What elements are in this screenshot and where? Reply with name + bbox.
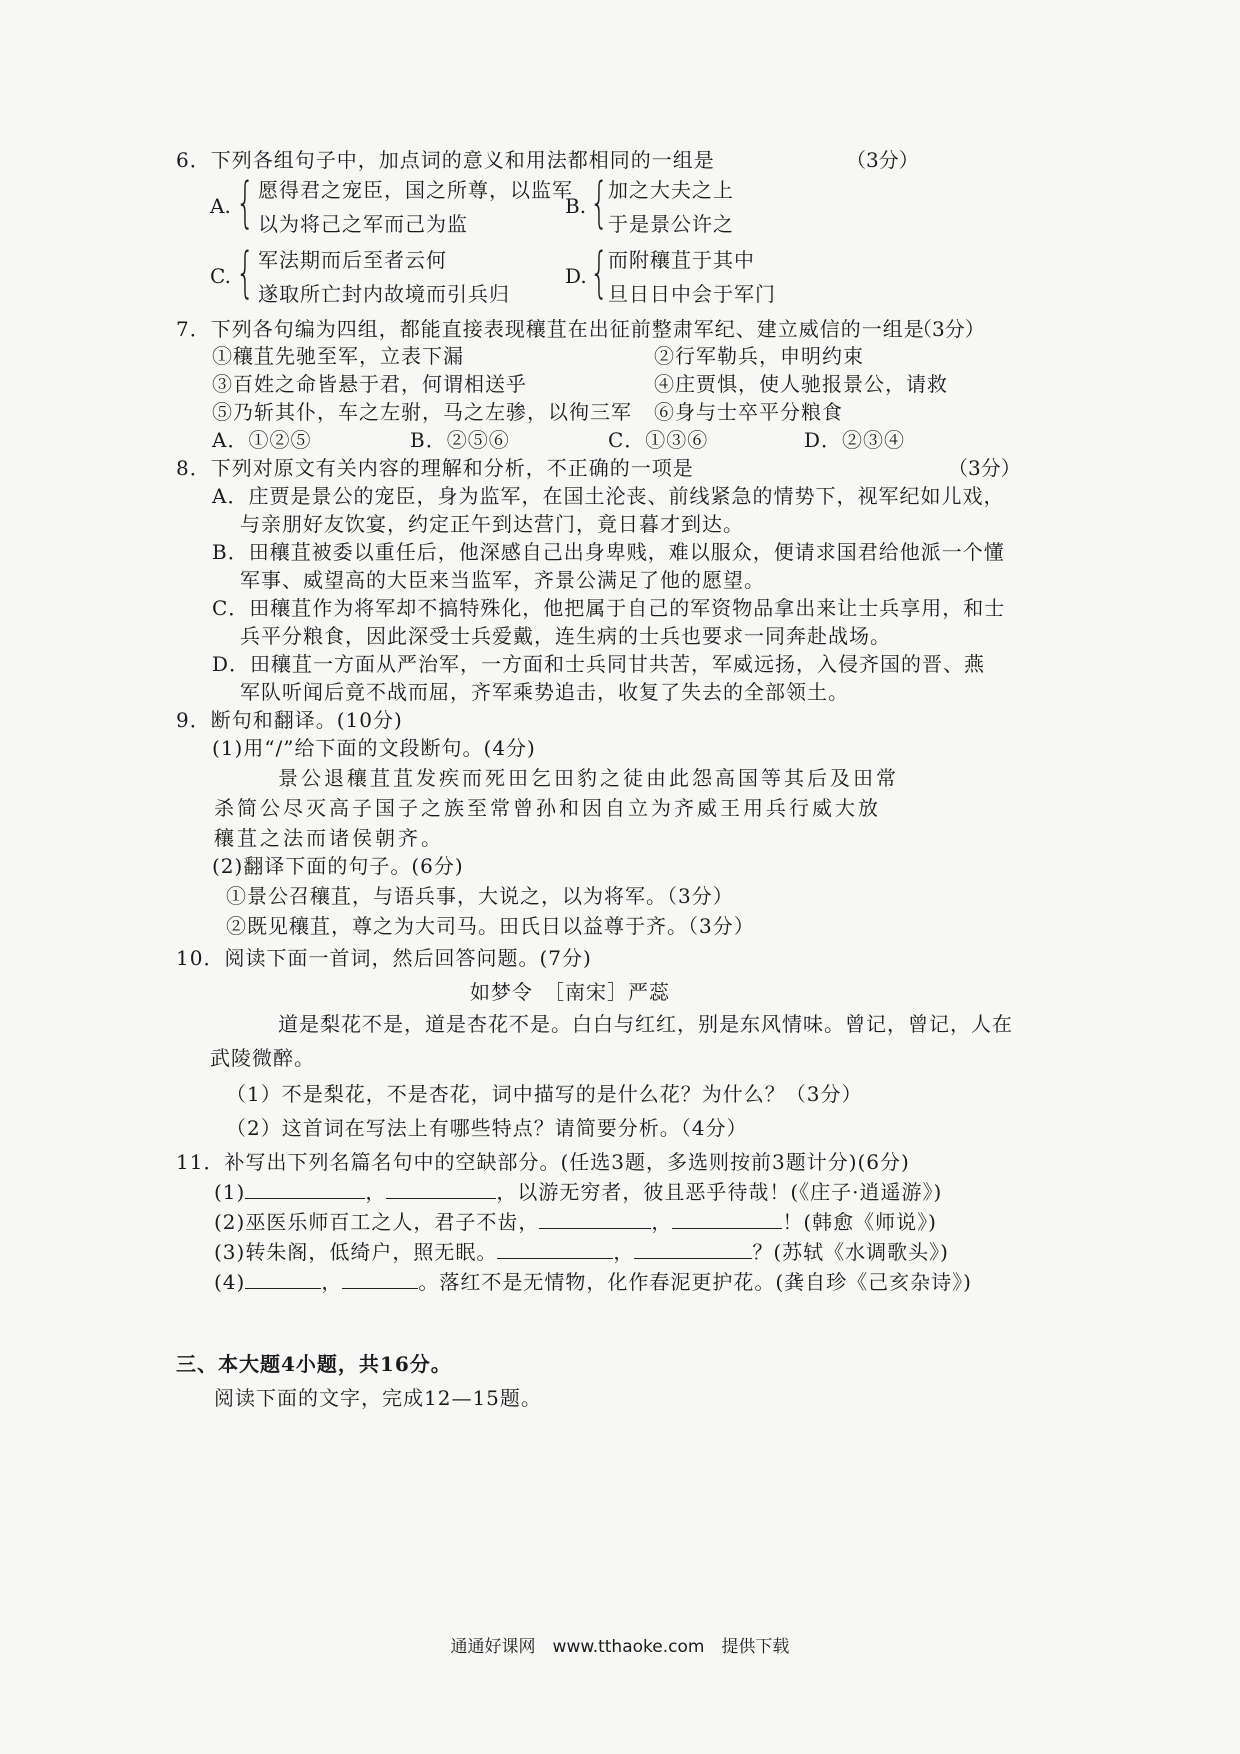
q6-option-b-brace: { [589,171,609,234]
q9-passage-line1: 景公退穰苴苴发疾而死田乞田豹之徒由此怨高国等其后及田常 [278,766,899,790]
q6-option-a-label: A. [210,194,231,218]
q8-option-c-line1: C．田穰苴作为将军却不搞特殊化，他把属于自己的军资物品拿出来让士兵享用，和士 [212,596,1006,620]
q11-item-4-blank-1[interactable] [245,1268,321,1289]
q6-option-c-label: C. [210,264,231,288]
q11-item-4-separator: ， [321,1270,343,1294]
q9-stem: 9．断句和翻译。(10分) [176,708,403,732]
q7-option-c: C．①③⑥ [608,428,709,452]
q11-item-2 [214,1208,937,1236]
q11-item-1-suffix: ，以游无穷者，彼且恶乎待哉！(《庄子·逍遥游》) [496,1180,943,1204]
q10-question-2: （2）这首词在写法上有哪些特点？请简要分析。（4分） [226,1116,748,1140]
q11-item-2-blank-2[interactable] [672,1208,782,1229]
q8-option-c-line2: 兵平分粮食，因此深受士兵爱戴，连生病的士兵也要求一同奔赴战场。 [240,624,891,648]
q7-sentence-5: ⑤乃斩其仆，车之左驸，马之左骖，以徇三军 [212,400,632,424]
q9-passage-line2: 杀简公尽灭高子国子之族至常曾孙和因自立为齐威王用兵行威大放 [214,796,881,820]
q11-item-2-prefix: (2)巫医乐师百工之人，君子不齿， [214,1210,540,1234]
q6-option-d-label: D. [565,264,587,288]
q8-option-d-line1: D．田穰苴一方面从严治军，一方面和士兵同甘共苦，军威远扬，入侵齐国的晋、燕 [212,652,986,676]
q11-item-3-blank-2[interactable] [634,1238,752,1259]
q9-translate-sentence-1: ①景公召穰苴，与语兵事，大说之，以为将军。（3分） [226,884,734,908]
q11-item-2-blank-1[interactable] [539,1208,651,1229]
q8-option-b-line1: B．田穰苴被委以重任后，他深感自己出身卑贱，难以服众，便请求国君给他派一个懂 [212,540,1005,564]
q11-stem: 11．补写出下列名篇名句中的空缺部分。(任选3题，多选则按前3题计分)(6分) [176,1150,910,1174]
q11-item-3 [214,1238,949,1266]
q6-stem: 6．下列各组句子中，加点词的意义和用法都相同的一组是 [176,148,715,172]
q11-item-4-prefix: (4) [214,1270,246,1294]
q10-poem-title: 如梦令 ［南宋］严蕊 [470,980,670,1004]
q6-option-b-label: B. [565,194,587,218]
q8-option-b-line2: 军事、威望高的大臣来当监军，齐景公满足了他的愿望。 [240,568,765,592]
q6-option-c-line1: 军法期而后至者云何 [258,248,447,272]
q11-item-3-blank-1[interactable] [497,1238,613,1259]
q11-item-4-suffix: 。落红不是无情物，化作春泥更护花。(龚自珍《己亥杂诗》) [418,1270,972,1294]
q11-item-1 [214,1178,942,1206]
q11-item-3-separator: ， [613,1240,635,1264]
q7-option-a: A．①②⑤ [212,428,312,452]
section-3-title: 三、本大题4小题，共16分。 [176,1352,452,1376]
q10-poem-line2: 武陵微醉。 [210,1046,315,1070]
q11-item-4 [214,1268,972,1296]
q7-stem: 7．下列各句编为四组，都能直接表现穰苴在出征前整肃军纪、建立威信的一组是 [176,317,925,341]
q7-sentence-4: ④庄贾惧，使人驰报景公，请救 [654,372,948,396]
q6-option-a-line2: 以为将己之军而己为监 [258,212,468,236]
q6-option-a-brace: { [235,171,255,234]
q6-option-d-line2: 旦日日中会于军门 [608,282,776,306]
q7-score: （3分） [912,317,985,341]
q8-option-d-line2: 军队听闻后竟不战而屈，齐军乘势追击，收复了失去的全部领土。 [240,680,849,704]
q11-item-2-separator: ， [651,1210,673,1234]
download-footer: 通通好课网 www.tthaoke.com 提供下载 [450,1637,790,1657]
q7-sentence-2: ②行军勒兵，申明约束 [654,344,864,368]
q11-item-1-blank-2[interactable] [386,1178,496,1199]
q9-part2-prompt: (2)翻译下面的句子。(6分) [212,854,464,878]
q7-sentence-1: ①穰苴先驰至军，立表下漏 [212,344,464,368]
q8-score: （3分） [948,456,1021,480]
q7-sentence-3: ③百姓之命皆悬于君，何谓相送乎 [212,372,527,396]
q6-option-c-brace: { [235,241,255,304]
q9-passage-line3: 穰苴之法而诸侯朝齐。 [214,826,444,850]
q11-item-3-suffix: ？(苏轼《水调歌头》) [752,1240,949,1264]
q10-question-1: （1）不是梨花，不是杏花，词中描写的是什么花？为什么？（3分） [226,1082,863,1106]
q6-option-c-line2: 遂取所亡封内故境而引兵归 [258,282,510,306]
q10-poem-line1: 道是梨花不是，道是杏花不是。白白与红红，别是东风情味。曾记，曾记，人在 [278,1012,1013,1036]
q11-item-2-suffix: ！(韩愈《师说》) [782,1210,937,1234]
q7-option-b: B．②⑤⑥ [410,428,510,452]
q7-sentence-6: ⑥身与士卒平分粮食 [654,400,843,424]
q6-option-a-line1: 愿得君之宠臣，国之所尊，以监军 [258,178,573,202]
q10-stem: 10．阅读下面一首词，然后回答问题。(7分) [176,946,592,970]
q9-translate-sentence-2: ②既见穰苴，尊之为大司马。田氏日以益尊于齐。（3分） [226,914,755,938]
q8-option-a-line1: A．庄贾是景公的宠臣，身为监军，在国土沦丧、前线紧急的情势下，视军纪如儿戏， [212,484,1005,508]
q11-item-4-blank-2[interactable] [342,1268,418,1289]
q11-item-1-blank-1[interactable] [245,1178,365,1199]
q11-item-1-prefix: (1) [214,1180,246,1204]
q11-item-3-prefix: (3)转朱阁，低绮户，照无眠。 [214,1240,498,1264]
q8-stem: 8．下列对原文有关内容的理解和分析，不正确的一项是 [176,456,694,480]
q6-option-b-line2: 于是景公许之 [608,212,734,236]
section-3-intro: 阅读下面的文字，完成12—15题。 [214,1386,542,1410]
q6-option-d-line1: 而附穰苴于其中 [608,248,755,272]
q11-item-1-separator: ， [365,1180,387,1204]
q6-option-b-line1: 加之大夫之上 [608,178,734,202]
q6-option-d-brace: { [589,241,609,304]
q6-score: （3分） [846,148,919,172]
q8-option-a-line2: 与亲朋好友饮宴，约定正午到达营门，竟日暮才到达。 [240,512,744,536]
q7-option-d: D．②③④ [804,428,906,452]
q9-part1-prompt: (1)用“/”给下面的文段断句。(4分) [212,736,536,760]
